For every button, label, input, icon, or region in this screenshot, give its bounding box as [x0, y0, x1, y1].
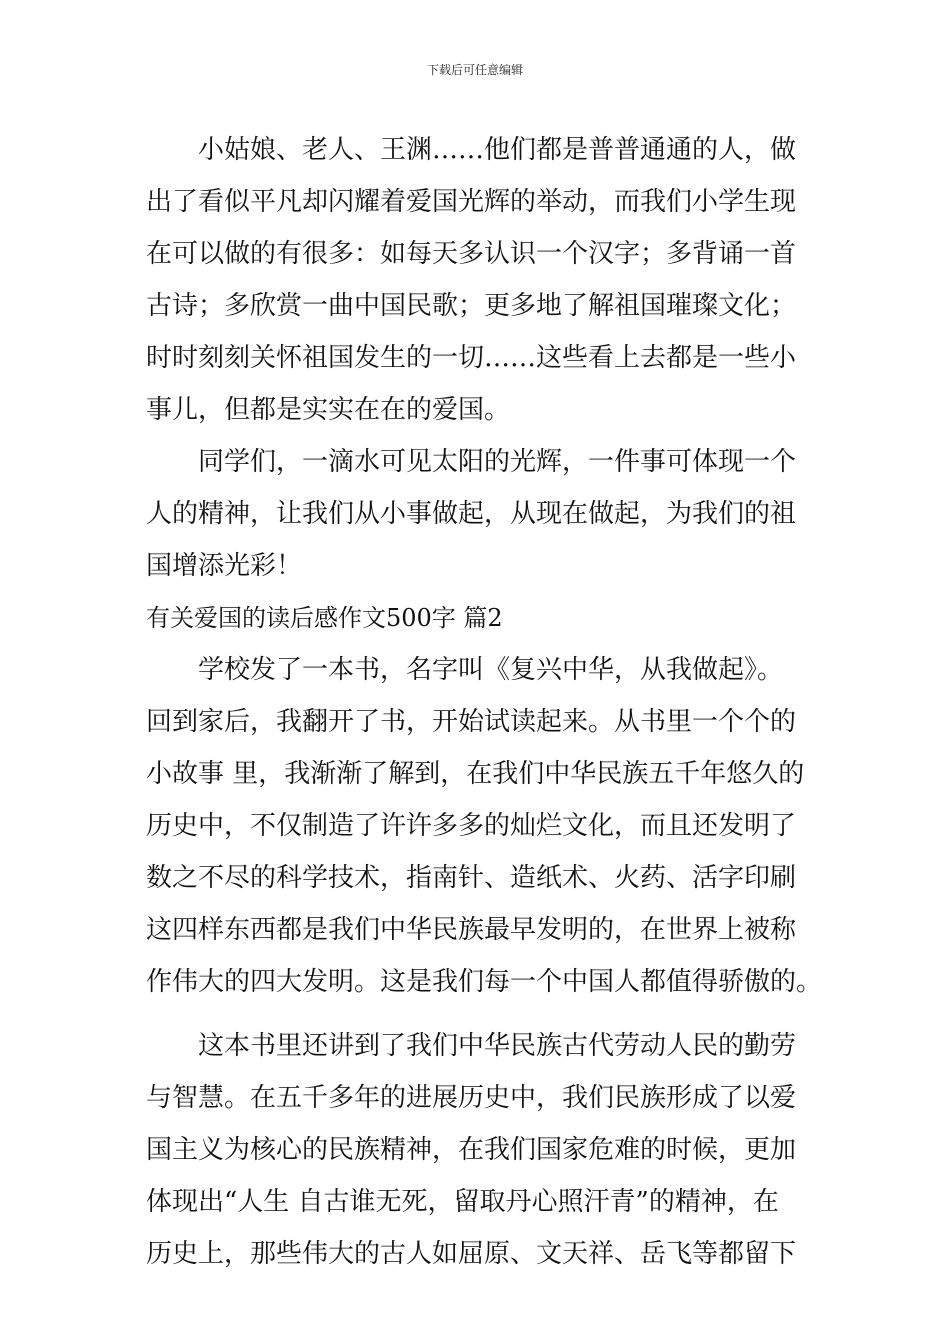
paragraph [146, 1020, 808, 1280]
text-line: 同学们，一滴水可见太阳的光辉，一件事可体现一个 [198, 447, 797, 477]
text-line: 这本书里还讲到了我们中华民族古代劳动人民的勤劳 [198, 1031, 797, 1061]
text-line: 作伟大的四大发明。这是我们每一个中国人都值得骄傲的。 [146, 967, 823, 997]
text-line: 古诗；多欣赏一曲中国民歌；更多地了解祖国璀璨文化； [146, 291, 797, 321]
text-line: 数之不尽的科学技术，指南针、造纸术、火药、活字印刷 [146, 863, 797, 893]
text-line: 小姑娘、老人、王渊……他们都是普普通通的人，做 [198, 135, 797, 165]
text-line: 在可以做的有很多：如每天多认识一个汉字；多背诵一首 [146, 239, 797, 269]
paragraph [146, 436, 808, 592]
paragraph [146, 644, 823, 1008]
text-line: 学校发了一本书，名字叫《复兴中华，从我做起》。 [198, 655, 784, 685]
text-line: 小故事 里，我渐渐了解到，在我们中华民族五千年悠久的 [146, 759, 805, 789]
section-heading: 有关爱国的读后感作文500字 篇2 [146, 604, 503, 632]
page-header: 下载后可任意编辑 [426, 63, 523, 77]
text-line: 出了看似平凡却闪耀着爱国光辉的举动，而我们小学生现 [146, 187, 797, 217]
text-line: 体现出“人生 自古谁无死，留取丹心照汗青”的精神，在 [146, 1187, 779, 1217]
text-line: 国增添光彩！ [146, 551, 303, 581]
text-line: 与智慧。在五千多年的进展历史中，我们民族形成了以爱 [146, 1083, 797, 1113]
document-body [146, 124, 823, 1280]
text-line: 历史中，不仅制造了许许多多的灿烂文化，而且还发明了 [146, 811, 797, 841]
text-line: 国主义为核心的民族精神，在我们国家危难的时候，更加 [146, 1135, 797, 1165]
text-line: 这四样东西都是我们中华民族最早发明的，在世界上被称 [146, 915, 797, 945]
text-line: 时时刻刻关怀祖国发生的一切……这些看上去都是一些小 [146, 343, 797, 373]
text-line: 人的精神，让我们从小事做起，从现在做起，为我们的祖 [146, 499, 797, 529]
text-line: 回到家后，我翻开了书，开始试读起来。从书里一个个的 [146, 707, 797, 737]
text-line: 历史上，那些伟大的古人如屈原、文天祥、岳飞等都留下 [146, 1239, 797, 1269]
paragraph [146, 124, 808, 436]
text-line: 事儿，但都是实实在在的爱国。 [146, 395, 511, 425]
